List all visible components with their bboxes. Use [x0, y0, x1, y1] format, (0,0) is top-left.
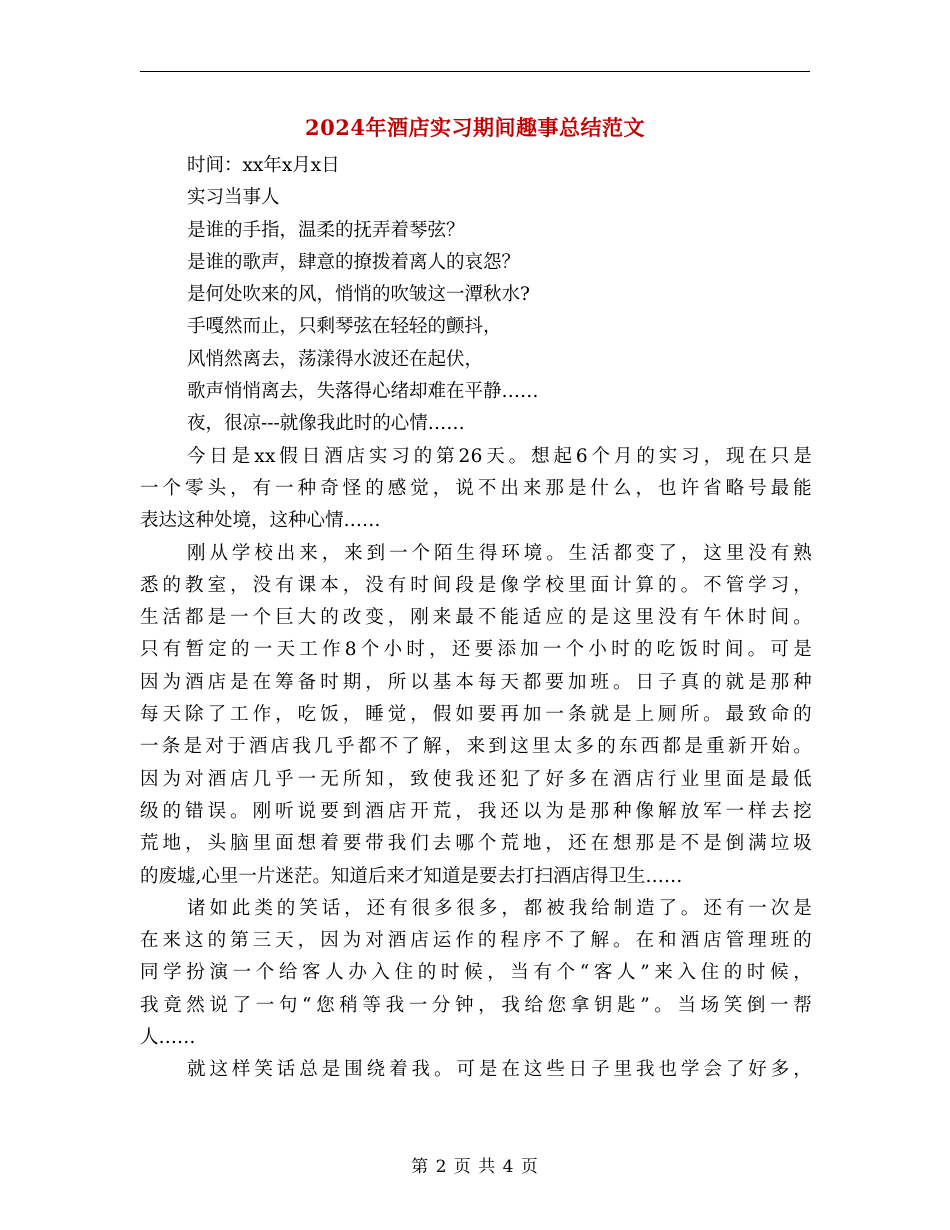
document-body [140, 150, 812, 1087]
text-line: 手嘎然而止，只剩琴弦在轻轻的颤抖， [187, 316, 502, 338]
document-title: 2024年酒店实习期间趣事总结范文 [305, 115, 645, 140]
text-line: 生活都是一个巨大的改变，刚来最不能适应的是这里没有午休时间。 [140, 607, 812, 629]
header-rule [140, 71, 810, 72]
text-line: 是何处吹来的风，悄悄的吹皱这一潭秋水? [187, 284, 530, 306]
text-line: 歌声悄悄离去，失落得心绪却难在平静…… [187, 381, 539, 403]
page-number-label: 第 2 页 共 4 页 [411, 1157, 539, 1177]
text-line: 夜，很凉---就像我此时的心情…… [187, 413, 465, 435]
text-line: 我竟然说了一句“您稍等我一分钟，我给您拿钥匙”。当场笑倒一帮 [140, 994, 812, 1016]
text-line: 时间：xx年x月x日 [187, 155, 340, 176]
text-line: 风悄然离去，荡漾得水波还在起伏， [187, 348, 484, 370]
text-line: 表达这种处境，这种心情…… [140, 510, 381, 532]
text-line: 悉的教室，没有课本，没有时间段是像学校里面计算的。不管学习， [140, 574, 812, 596]
text-line: 刚从学校出来，来到一个陌生得环境。生活都变了，这里没有熟 [187, 542, 812, 564]
text-line: 诸如此类的笑话，还有很多很多，都被我给制造了。还有一次是 [187, 897, 812, 919]
page-footer [0, 1152, 950, 1177]
text-line: 就这样笑话总是围绕着我。可是在这些日子里我也学会了好多， [187, 1059, 812, 1081]
text-line: 一个零头，有一种奇怪的感觉，说不出来那是什么，也许省略号最能 [140, 477, 812, 499]
text-line: 因为酒店是在筹备时期，所以基本每天都要加班。日子真的就是那种 [140, 671, 812, 693]
text-line: 荒地，头脑里面想着要带我们去哪个荒地，还在想那是不是倒满垃圾 [140, 833, 812, 855]
text-line: 每天除了工作，吃饭，睡觉，假如要再加一条就是上厕所。最致命的 [140, 704, 812, 726]
text-line: 一条是对于酒店我几乎都不了解，来到这里太多的东西都是重新开始。 [140, 736, 812, 758]
text-line: 同学扮演一个给客人办入住的时候，当有个“客人”来入住的时候， [140, 962, 812, 984]
text-line: 只有暂定的一天工作8个小时，还要添加一个小时的吃饭时间。可是 [140, 639, 812, 661]
text-line: 今日是xx假日酒店实习的第26天。想起6个月的实习，现在只是 [187, 445, 812, 467]
text-line: 实习当事人 [187, 187, 280, 209]
text-line: 的废墟,心里一片迷茫。知道后来才知道是要去打扫酒店得卫生…… [140, 865, 683, 887]
text-line: 人…… [140, 1027, 196, 1049]
text-line: 级的错误。刚听说要到酒店开荒，我还以为是那种像解放军一样去挖 [140, 800, 812, 822]
text-line: 是谁的手指，温柔的抚弄着琴弦？ [187, 219, 465, 241]
text-line: 是谁的歌声，肆意的撩拨着离人的哀怨？ [187, 251, 521, 273]
text-line: 在来这的第三天，因为对酒店运作的程序不了解。在和酒店管理班的 [140, 930, 812, 952]
text-line: 因为对酒店几乎一无所知，致使我还犯了好多在酒店行业里面是最低 [140, 768, 812, 790]
